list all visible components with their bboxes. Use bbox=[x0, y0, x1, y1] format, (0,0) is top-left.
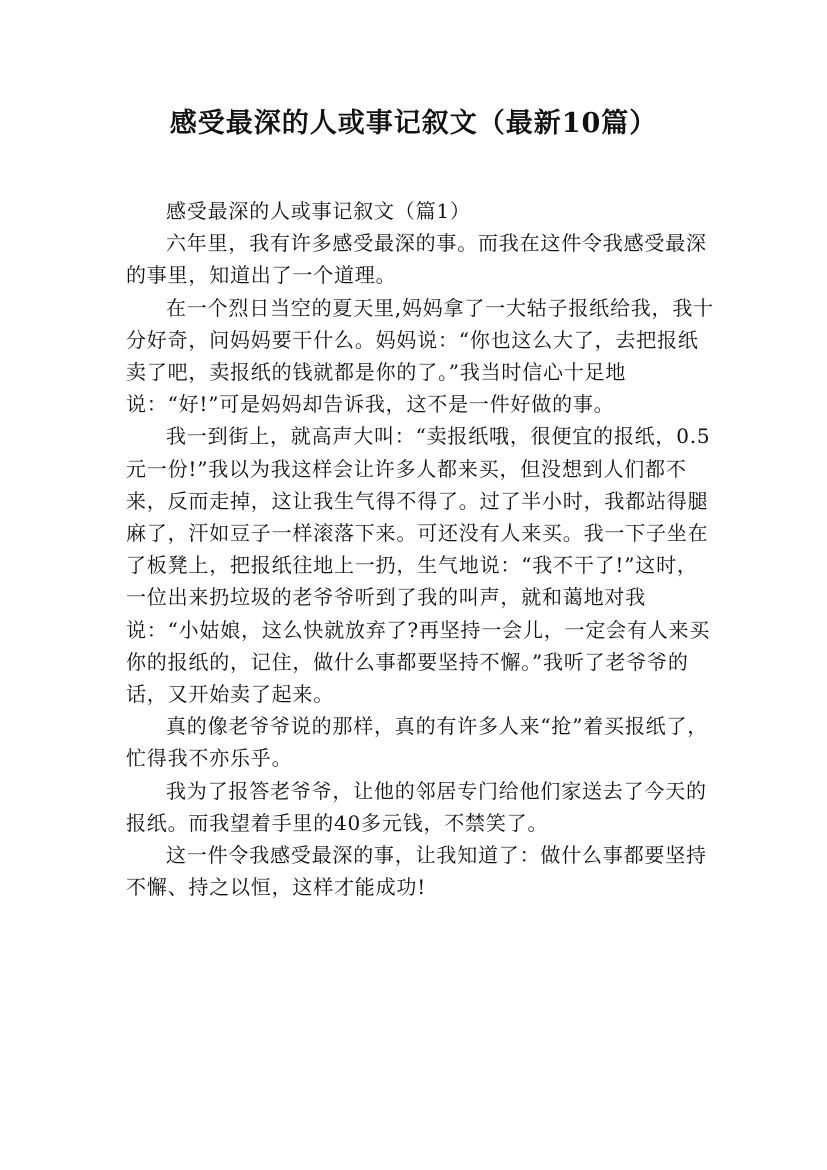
document-title: 感受最深的人或事记叙文（最新10篇） bbox=[169, 108, 658, 139]
paragraph: 在一个烈日当空的夏天里,妈妈拿了一大轱子报纸给我，我十分好奇，问妈妈要干什么。妈妈说：“你也这么大了，去把报纸卖了吧，卖报纸的钱就都是你的了。”我当时信心十足地说：“好!”可是妈妈却告诉我，这不是一件好做的事。 bbox=[126, 295, 714, 417]
paragraph: 真的像老爷爷说的那样，真的有许多人来“抢”着买报纸了，忙得我不亦乐乎。 bbox=[126, 714, 709, 771]
paragraph: 我一到街上，就高声大叫：“卖报纸哦，很便宜的报纸，0.5元一份!”我以为我这样会让许多人都来买，但没想到人们都不来，反而走掉，这让我生气得不得了。过了半小时，我都站得腿麻了，汗如豆子一样滚落下来。可还没有人来买。我一下子坐在了板凳上，把报纸往地上一扔，生气地说：“我不干了!”这时，一位出来扔垃圾的老爷爷听到了我的叫声，就和蔼地对我说：“小姑娘，这么快就放弃了?再坚持一会儿，一定会有人来买你的报纸的，记住，做什么事都要坚持不懈。”我听了老爷爷的话，又开始卖了起来。 bbox=[126, 424, 711, 707]
paragraph: 这一件令我感受最深的事，让我知道了：做什么事都要坚持不懈、持之以恒，这样才能成功! bbox=[126, 843, 707, 900]
document-body bbox=[126, 195, 716, 903]
section-heading: 感受最深的人或事记叙文（篇1） bbox=[166, 199, 471, 223]
paragraph: 我为了报答老爷爷，让他的邻居专门给他们家送去了今天的报纸。而我望着手里的40多元钱，不禁笑了。 bbox=[126, 778, 707, 835]
paragraph: 六年里，我有许多感受最深的事。而我在这件令我感受最深的事里，知道出了一个道理。 bbox=[126, 231, 707, 288]
